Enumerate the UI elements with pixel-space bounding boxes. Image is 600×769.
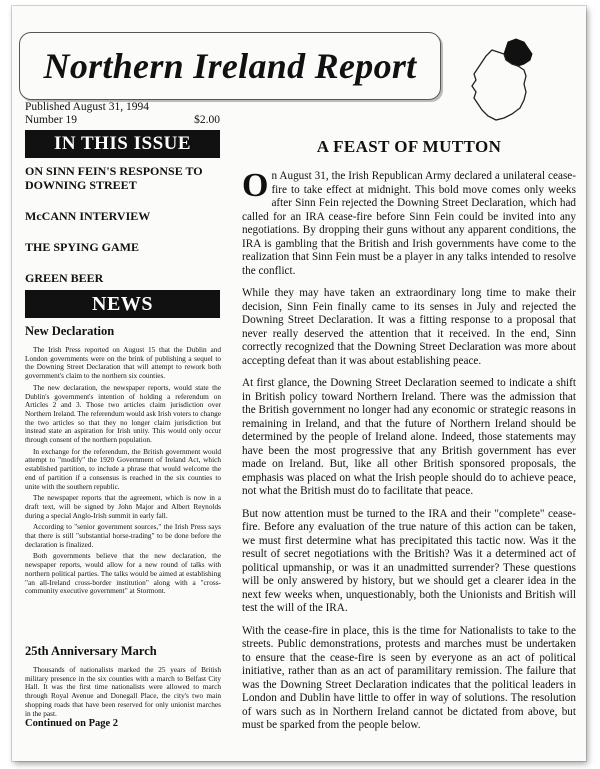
news-paragraph: The newspaper reports that the agreement, which is now in a draft text, will be signed by John Major and Albert Reynolds during a special Anglo-Irish summit in early fall.: [25, 493, 221, 520]
news-banner: NEWS: [25, 290, 220, 318]
new-declaration-heading: New Declaration: [25, 324, 115, 338]
news-paragraph: Thousands of nationalists marked the 25 years of British military presence in the six counties with a march to Belfast City Hall. It was the first time nationalists were allowed to march through Royal Avenue and Donegall Place, the city's two main shopping roads that have been reserved for only unionist marches in the past.: [25, 665, 221, 718]
masthead: [19, 32, 441, 100]
article-paragraph: But now attention must be turned to the IRA and their "complete" cease-fire. Before any evaluation of the true nature of this action can be taken, we must first determine what has precipitated this tactic now. Was it the result of secret negotiations with the British? Was it a determined act of political upmanship, or was it an unadmitted surrender? These questions will be only answered by history, but we should get a clearer idea in the next few weeks when, unquestionably, both the Unionists and British will test the will of the IRA.: [242, 507, 576, 614]
publication-info: [25, 101, 220, 127]
drop-cap: O: [242, 167, 269, 204]
continued-note: Continued on Page 2: [25, 718, 119, 729]
article-first-text: n August 31, the Irish Republican Army declared a unilateral cease-fire to take effect at midnight. This bold move comes only weeks after Sinn Fein rejected the Downing Street Declaration, which had called for an IRA cease-fire before Sinn Fein could be invited into any negotiations. By dropping their guns without any apparent conditions, the IRA is gambling that the British and Irish governments have come to the realization that Sinn Fein must be a player in any talks intended to resolve the conflict.: [242, 170, 576, 277]
new-declaration-text: [25, 346, 221, 599]
newsletter-page: [12, 6, 586, 761]
article-headline: A FEAST OF MUTTON: [316, 137, 502, 156]
issue-item: McCANN INTERVIEW: [25, 209, 151, 223]
issue-item: ON SINN FEIN'S RESPONSE TO DOWNING STREET: [25, 164, 203, 192]
news-paragraph: The new declaration, the newspaper reports, would state the Dublin's government's intention of holding a referendum on Articles 2 and 3. Those two articles claim jurisdiction over Northern Ireland. The referendum would ask Irish voters to change the two articles so that they no longer claim jurisdiction but instead state an aspiration for Irish unity. This would only occur through consent of the northern population.: [25, 382, 221, 445]
news-paragraph: Both governments believe that the new declaration, the newspaper reports, would allow for a new round of talks with northern political parties. The talks would be aimed at establishing "an all-Ireland cross-border institution" along with a "cross-community executive government" at Stormont.: [25, 551, 221, 596]
ireland-map-icon: [468, 36, 538, 124]
article-paragraph: While they may have taken an extraordinary long time to make their decision, Sinn Fein finally came to its senses in July and rejected the Downing Street Declaration. It was a fitting response to a proposal that never really deserved the attention that it received. In the end, Sinn correctly recognized that the Downing Street Declaration was more about accepting defeat than it was about establishing peace.: [242, 287, 576, 367]
news-paragraph: According to "senior government sources," the Irish Press says that there is still "substantial horse-trading" to be done before the declaration is finalized.: [25, 522, 221, 549]
in-this-issue-list: [25, 164, 225, 302]
article-paragraph: With the cease-fire in place, this is the time for Nationalists to take to the streets. Public demonstrations, protests and marches must be undertaken to ensure that the cease-fire is seen by everyone as an act of political initiative, rather than as an act of paramilitary remission. The failure that was the Downing Street Declaration indicates that the political leaders in London and Dublin have little to offer in way of solutions. The resolution of wars such as in Northern Ireland cannot be dictated from above, but must be sparked from the people below.: [242, 624, 576, 731]
issue-item: THE SPYING GAME: [25, 240, 140, 254]
article-body: [242, 167, 576, 742]
price: $2.00: [194, 114, 220, 126]
published-date: Published August 31, 1994: [25, 101, 149, 113]
article-paragraph: [242, 167, 576, 278]
issue-item: GREEN BEER: [25, 271, 104, 285]
masthead-title: Northern Ireland Report: [43, 46, 417, 86]
in-this-issue-banner: IN THIS ISSUE: [25, 130, 220, 158]
news-paragraph: The Irish Press reported on August 15 that the Dublin and London governments were on the brink of publishing a sequel to the Downing Street Declaration that will attempt to rework both government's claim to the northern six counties.: [25, 345, 221, 381]
anniversary-text: [25, 666, 221, 721]
anniversary-heading: 25th Anniversary March: [25, 644, 157, 658]
article-paragraph: At first glance, the Downing Street Declaration seemed to indicate a shift in British policy toward Northern Ireland. There was the admission that the British government no longer had any economic or strategic reasons in remaining in Ireland, and that the future of Northern Ireland should be determined by the people of Ireland alone. Indeed, those statements may have been the most progressive that any British government has ever made on Ireland. But, like all other British sponsored proposals, the emphasis was placed on what the Irish people should do to achieve peace, not what the British must do to facilitate that peace.: [242, 377, 576, 497]
issue-number: Number 19: [25, 114, 78, 126]
news-paragraph: In exchange for the referendum, the British government would attempt to "modify" the 1920 Government of Ireland Act, which established partition, to include a phrase that would welcome the end of partition if a consensus is reached in the six counties to unite with the southern republic.: [25, 446, 221, 491]
